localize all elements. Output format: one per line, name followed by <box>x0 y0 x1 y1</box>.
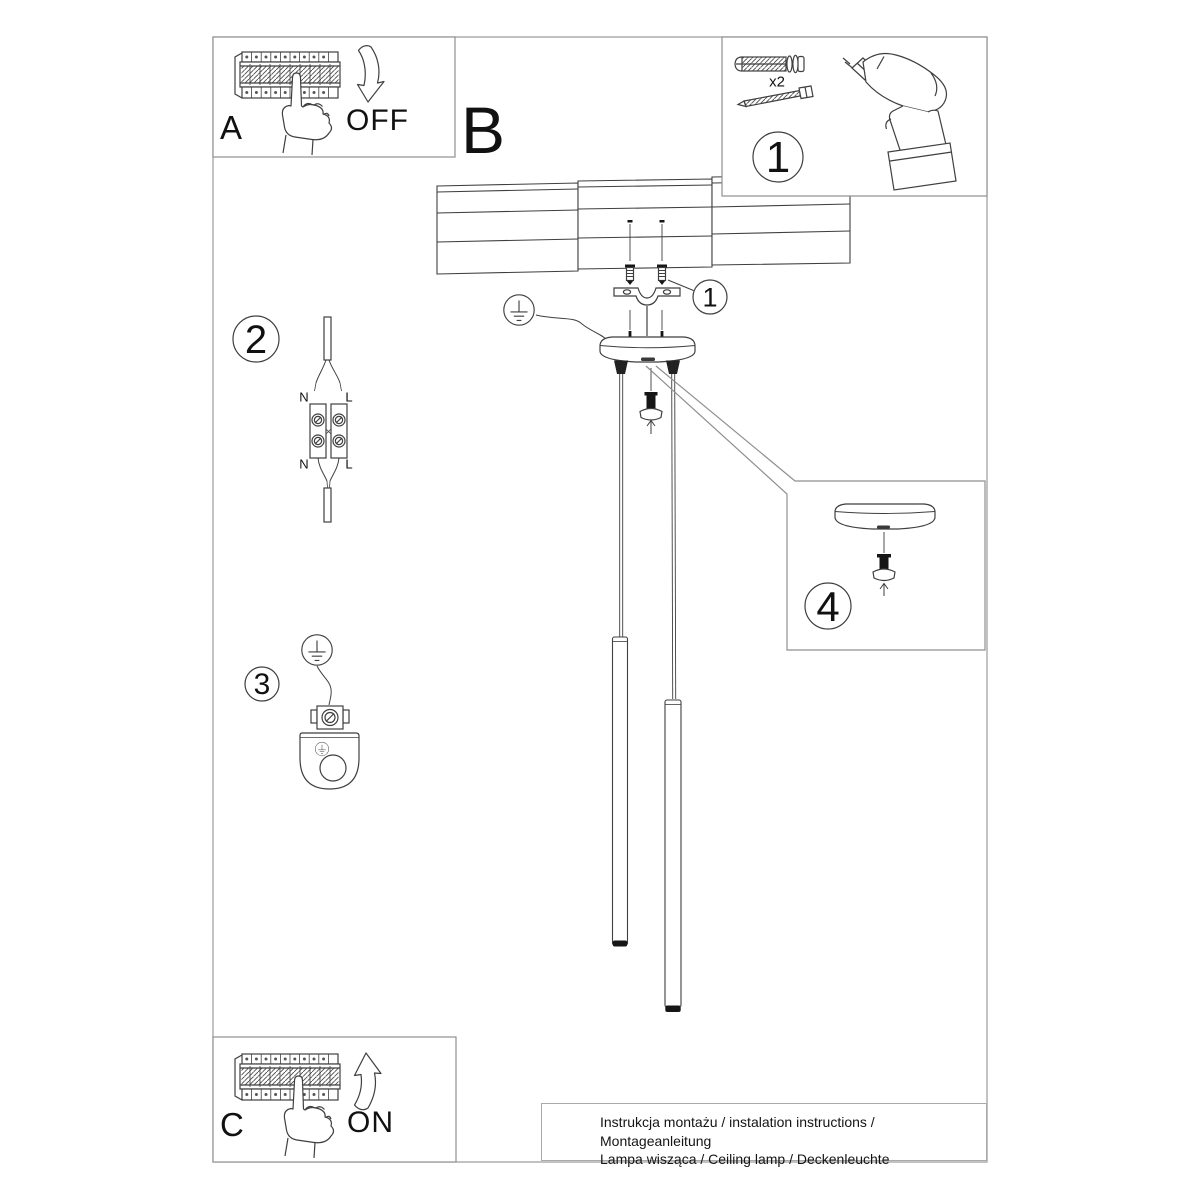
terminal-block-icon <box>310 404 347 458</box>
step-a-label: A <box>220 109 243 146</box>
breaker-panel-icon <box>235 1054 340 1100</box>
step-2-number: 2 <box>244 318 268 362</box>
footer-box <box>541 1103 987 1167</box>
step-c-state: ON <box>347 1106 394 1139</box>
cable-gland-icon <box>666 361 680 375</box>
footer-line-1: Instrukcja montażu / instalation instructions / Montageanleitung <box>600 1114 875 1149</box>
step-a-state: OFF <box>346 104 409 137</box>
step-b-label: B <box>461 93 506 167</box>
supply-cable <box>324 317 331 360</box>
anchor-quantity-label: x2 <box>769 73 785 91</box>
pendant-tube-left <box>613 637 628 947</box>
step-c-label: C <box>220 1106 244 1143</box>
terminal-label-n-bottom: N <box>299 456 309 472</box>
mounting-plate-icon <box>300 733 359 789</box>
footer-text <box>600 1113 986 1169</box>
mounting-screw-icon <box>657 265 667 286</box>
ground-clamp-icon <box>311 706 349 729</box>
breaker-panel-icon <box>235 52 340 98</box>
up-arrow-icon <box>880 584 888 597</box>
ground-symbol-icon <box>504 295 534 325</box>
terminal-label-n-top: N <box>299 389 309 405</box>
footer-line-2: Lampa wisząca / Ceiling lamp / Deckenleuchte <box>600 1151 890 1167</box>
pendant-tube-right <box>665 700 681 1012</box>
locking-screw-icon <box>640 368 662 426</box>
terminal-label-l-top: L <box>345 389 353 405</box>
panel-c <box>213 1037 456 1162</box>
step-4-number: 4 <box>816 583 840 630</box>
ceiling-canopy-detail <box>835 504 935 529</box>
up-arrow-icon <box>647 421 655 435</box>
panel-tools <box>722 37 987 196</box>
panel-a <box>213 37 455 157</box>
ceiling-canopy <box>600 337 695 362</box>
callout-1-number: 1 <box>702 282 718 313</box>
ground-symbol-icon <box>302 635 332 665</box>
mounting-bracket-icon <box>614 288 680 305</box>
cable-gland-icon <box>614 361 628 375</box>
step-3-number: 3 <box>253 668 271 701</box>
grounding-diagram <box>245 635 359 789</box>
step-1-number: 1 <box>765 133 791 182</box>
lamp-cable <box>324 488 331 522</box>
terminal-label-l-bottom: L <box>345 456 353 472</box>
pendant-lamps <box>613 374 682 1012</box>
mounting-screw-icon <box>625 265 635 286</box>
